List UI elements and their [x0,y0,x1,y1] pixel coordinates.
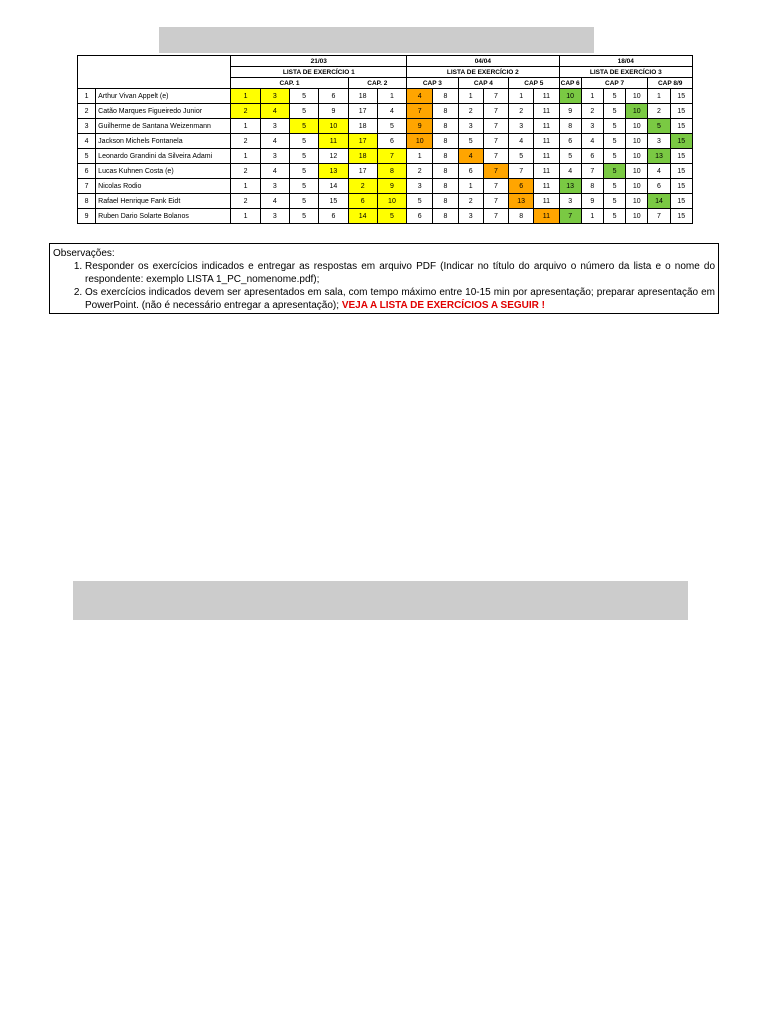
exercise-cell: 3 [407,179,433,194]
exercise-cell: 1 [231,209,260,224]
exercise-cell: 18 [348,149,377,164]
row-number: 8 [78,194,96,209]
list-header: LISTA DE EXERCÍCIO 2 [407,67,559,78]
row-number: 4 [78,134,96,149]
exercise-cell: 6 [319,209,348,224]
bottom-gray-banner [73,581,688,620]
exercise-cell: 5 [559,149,581,164]
table-row [78,89,693,104]
exercise-cell: 1 [458,179,483,194]
table-row [78,179,693,194]
exercise-cell: 5 [290,104,319,119]
exercise-cell: 10 [626,104,648,119]
chapter-header: CAP. 1 [231,78,348,89]
exercise-cell: 8 [433,164,458,179]
table-row [78,134,693,149]
observation-highlight: VEJA A LISTA DE EXERCÍCIOS A SEGUIR ! [341,300,546,311]
exercise-cell: 7 [483,179,508,194]
exercise-cell: 15 [670,104,692,119]
exercise-cell: 5 [603,209,625,224]
exercise-cell: 9 [407,119,433,134]
exercise-cell: 10 [626,194,648,209]
exercise-cell: 1 [407,149,433,164]
exercise-cell: 2 [648,104,670,119]
exercise-cell: 15 [670,194,692,209]
exercise-cell: 10 [626,149,648,164]
exercise-cell: 6 [377,134,406,149]
date-header: 21/03 [231,56,407,67]
exercise-cell: 7 [483,119,508,134]
exercise-cell: 11 [319,134,348,149]
exercise-cell: 1 [377,89,406,104]
exercise-cell: 8 [433,179,458,194]
exercise-cell: 4 [260,164,289,179]
exercise-cell: 7 [483,209,508,224]
exercise-cell: 15 [670,89,692,104]
table-row [78,209,693,224]
observation-item [85,260,715,286]
exercise-cell: 2 [231,194,260,209]
exercise-cell: 1 [231,119,260,134]
exercise-cell: 9 [559,104,581,119]
exercise-cell: 5 [407,194,433,209]
list-header: LISTA DE EXERCÍCIO 3 [559,67,692,78]
exercise-cell: 10 [407,134,433,149]
exercise-cell: 2 [581,104,603,119]
exercise-cell: 2 [231,104,260,119]
exercise-cell: 8 [433,194,458,209]
exercise-cell: 3 [260,209,289,224]
exercise-cell: 11 [534,209,559,224]
student-name: Rafael Henrique Fank Eidt [96,194,231,209]
chapter-header: CAP 7 [581,78,648,89]
student-name: Leonardo Grandini da Silveira Adami [96,149,231,164]
exercise-cell: 7 [483,104,508,119]
exercise-cell: 6 [458,164,483,179]
exercise-cell: 4 [581,134,603,149]
exercise-cell: 5 [290,134,319,149]
student-name: Arthur Vivan Appelt (e) [96,89,231,104]
chapter-header: CAP 6 [560,79,580,87]
exercise-cell: 2 [407,164,433,179]
exercise-cell: 11 [534,89,559,104]
exercise-cell: 18 [348,119,377,134]
exercise-cell: 5 [290,194,319,209]
student-name: Lucas Kuhnen Costa (e) [96,164,231,179]
exercise-cell: 10 [626,179,648,194]
date-header: 04/04 [407,56,559,67]
row-number: 7 [78,179,96,194]
exercise-cell: 5 [603,134,625,149]
exercise-cell: 1 [231,149,260,164]
exercise-cell: 7 [559,209,581,224]
exercise-cell: 6 [407,209,433,224]
exercise-cell: 5 [603,89,625,104]
exercise-cell: 7 [483,149,508,164]
exercise-cell: 11 [534,149,559,164]
row-number: 1 [78,89,96,104]
observation-text: Os exercícios indicados devem ser apresentados em sala, com tempo máximo entre 10-15 min por apresentação; preparar apresentação em PowerPoint. (não é necessário entregar a apresentação); [85,287,715,311]
exercise-cell: 14 [648,194,670,209]
exercise-cell: 7 [483,194,508,209]
student-name: Ruben Dario Solarte Bolanos [96,209,231,224]
exercise-cell: 5 [290,89,319,104]
student-name: Catão Marques Figueiredo Junior [96,104,231,119]
chapter-header: CAP 8/9 [648,78,693,89]
observation-item [85,286,715,312]
exercise-cell: 4 [559,164,581,179]
exercise-cell: 2 [231,164,260,179]
exercise-cell: 3 [260,149,289,164]
student-name: Nicolas Rodio [96,179,231,194]
chapter-header: CAP. 2 [348,78,407,89]
exercise-cell: 11 [534,179,559,194]
exercise-cell: 2 [458,194,483,209]
exercise-cell: 3 [458,209,483,224]
exercise-cell: 3 [559,194,581,209]
exercise-cell: 5 [377,209,406,224]
exercise-cell: 12 [319,149,348,164]
exercise-cell: 2 [458,104,483,119]
exercise-cell: 6 [509,179,534,194]
exercise-cell: 6 [348,194,377,209]
student-rows [78,89,693,224]
table-row [78,164,693,179]
exercise-cell: 14 [348,209,377,224]
table-row [78,194,693,209]
exercise-cell: 3 [509,119,534,134]
exercise-cell: 7 [509,164,534,179]
exercise-cell: 7 [581,164,603,179]
exercise-cell: 5 [648,119,670,134]
exercise-cell: 13 [319,164,348,179]
exercise-cell: 3 [648,134,670,149]
exercise-cell: 1 [648,89,670,104]
exercise-cell: 5 [290,119,319,134]
exercise-cell: 2 [231,134,260,149]
exercise-cell: 5 [603,149,625,164]
chapter-header: CAP 3 [407,78,458,89]
exercise-cell: 2 [348,179,377,194]
row-number: 6 [78,164,96,179]
exercise-cell: 5 [290,164,319,179]
exercise-cell: 10 [559,89,581,104]
top-gray-banner [159,27,594,53]
exercise-cell: 11 [534,194,559,209]
exercise-cell: 3 [581,119,603,134]
exercise-cell: 10 [377,194,406,209]
exercise-cell: 5 [509,149,534,164]
exercise-cell: 5 [603,194,625,209]
list-header: LISTA DE EXERCÍCIO 1 [231,67,407,78]
observations-list [53,260,715,312]
exercise-cell: 6 [559,134,581,149]
table-row [78,104,693,119]
table-row [78,149,693,164]
exercise-cell: 15 [670,209,692,224]
exercise-cell: 4 [407,89,433,104]
exercise-cell: 10 [626,89,648,104]
exercise-cell: 1 [231,179,260,194]
exercise-cell: 8 [433,209,458,224]
exercise-cell: 10 [319,119,348,134]
chapter-header: CAP 5 [509,78,560,89]
exercise-cell: 15 [670,179,692,194]
exercise-cell: 4 [509,134,534,149]
exercise-cell: 3 [458,119,483,134]
exercise-cell: 2 [509,104,534,119]
student-name: Guilherme de Santana Weizenmann [96,119,231,134]
observations-title: Observações: [53,248,115,259]
observation-text: Responder os exercícios indicados e entregar as respostas em arquivo PDF (Indicar no título do arquivo o número da lista e o nome do respondente: exemplo LISTA 1_PC_nomenome.pdf); [85,261,715,285]
observations-box [49,243,719,314]
exercise-cell: 5 [458,134,483,149]
exercise-cell: 8 [377,164,406,179]
exercise-cell: 17 [348,134,377,149]
exercise-cell: 5 [603,119,625,134]
row-number: 3 [78,119,96,134]
exercise-cell: 4 [260,194,289,209]
exercise-cell: 5 [603,104,625,119]
row-number: 5 [78,149,96,164]
exercise-cell: 14 [319,179,348,194]
exercise-cell: 9 [319,104,348,119]
exercise-cell: 7 [483,164,508,179]
exercise-cell: 15 [670,149,692,164]
exercise-cell: 1 [581,89,603,104]
exercise-cell: 3 [260,119,289,134]
exercise-cell: 4 [377,104,406,119]
exercise-cell: 6 [581,149,603,164]
exercise-cell: 11 [534,119,559,134]
exercise-cell: 10 [626,164,648,179]
exercise-cell: 7 [407,104,433,119]
exercise-assignment-table [77,55,693,224]
exercise-cell: 8 [433,119,458,134]
exercise-cell: 17 [348,104,377,119]
exercise-cell: 8 [581,179,603,194]
exercise-cell: 8 [559,119,581,134]
exercise-cell: 4 [648,164,670,179]
exercise-cell: 8 [509,209,534,224]
row-number: 2 [78,104,96,119]
exercise-cell: 10 [626,209,648,224]
exercise-cell: 10 [626,134,648,149]
exercise-cell: 4 [260,134,289,149]
exercise-cell: 10 [626,119,648,134]
exercise-cell: 6 [319,89,348,104]
table-row [78,119,693,134]
exercise-cell: 5 [603,164,625,179]
exercise-cell: 11 [534,164,559,179]
exercise-cell: 1 [509,89,534,104]
exercise-cell: 1 [458,89,483,104]
exercise-cell: 17 [348,164,377,179]
chapter-header: CAP 4 [458,78,508,89]
exercise-cell: 1 [231,89,260,104]
exercise-cell: 4 [260,104,289,119]
exercise-cell: 13 [648,149,670,164]
exercise-cell: 1 [581,209,603,224]
exercise-cell: 3 [260,89,289,104]
exercise-cell: 13 [509,194,534,209]
exercise-cell: 7 [483,134,508,149]
exercise-cell: 15 [670,134,692,149]
exercise-cell: 5 [603,179,625,194]
exercise-cell: 15 [670,119,692,134]
exercise-cell: 11 [534,134,559,149]
exercise-cell: 15 [319,194,348,209]
row-number: 9 [78,209,96,224]
exercise-cell: 7 [377,149,406,164]
exercise-cell: 7 [483,89,508,104]
exercise-cell: 8 [433,134,458,149]
header-blank-cell [78,56,231,89]
date-header: 18/04 [559,56,692,67]
exercise-cell: 11 [534,104,559,119]
exercise-cell: 18 [348,89,377,104]
exercise-cell: 5 [290,209,319,224]
exercise-cell: 8 [433,104,458,119]
exercise-cell: 5 [290,149,319,164]
exercise-cell: 7 [648,209,670,224]
student-name: Jackson Michels Fontanela [96,134,231,149]
exercise-cell: 6 [648,179,670,194]
exercise-cell: 9 [581,194,603,209]
exercise-cell: 5 [377,119,406,134]
exercise-cell: 15 [670,164,692,179]
exercise-cell: 13 [559,179,581,194]
exercise-cell: 8 [433,89,458,104]
exercise-cell: 3 [260,179,289,194]
exercise-cell: 5 [290,179,319,194]
exercise-cell: 9 [377,179,406,194]
exercise-cell: 8 [433,149,458,164]
exercise-cell: 4 [458,149,483,164]
